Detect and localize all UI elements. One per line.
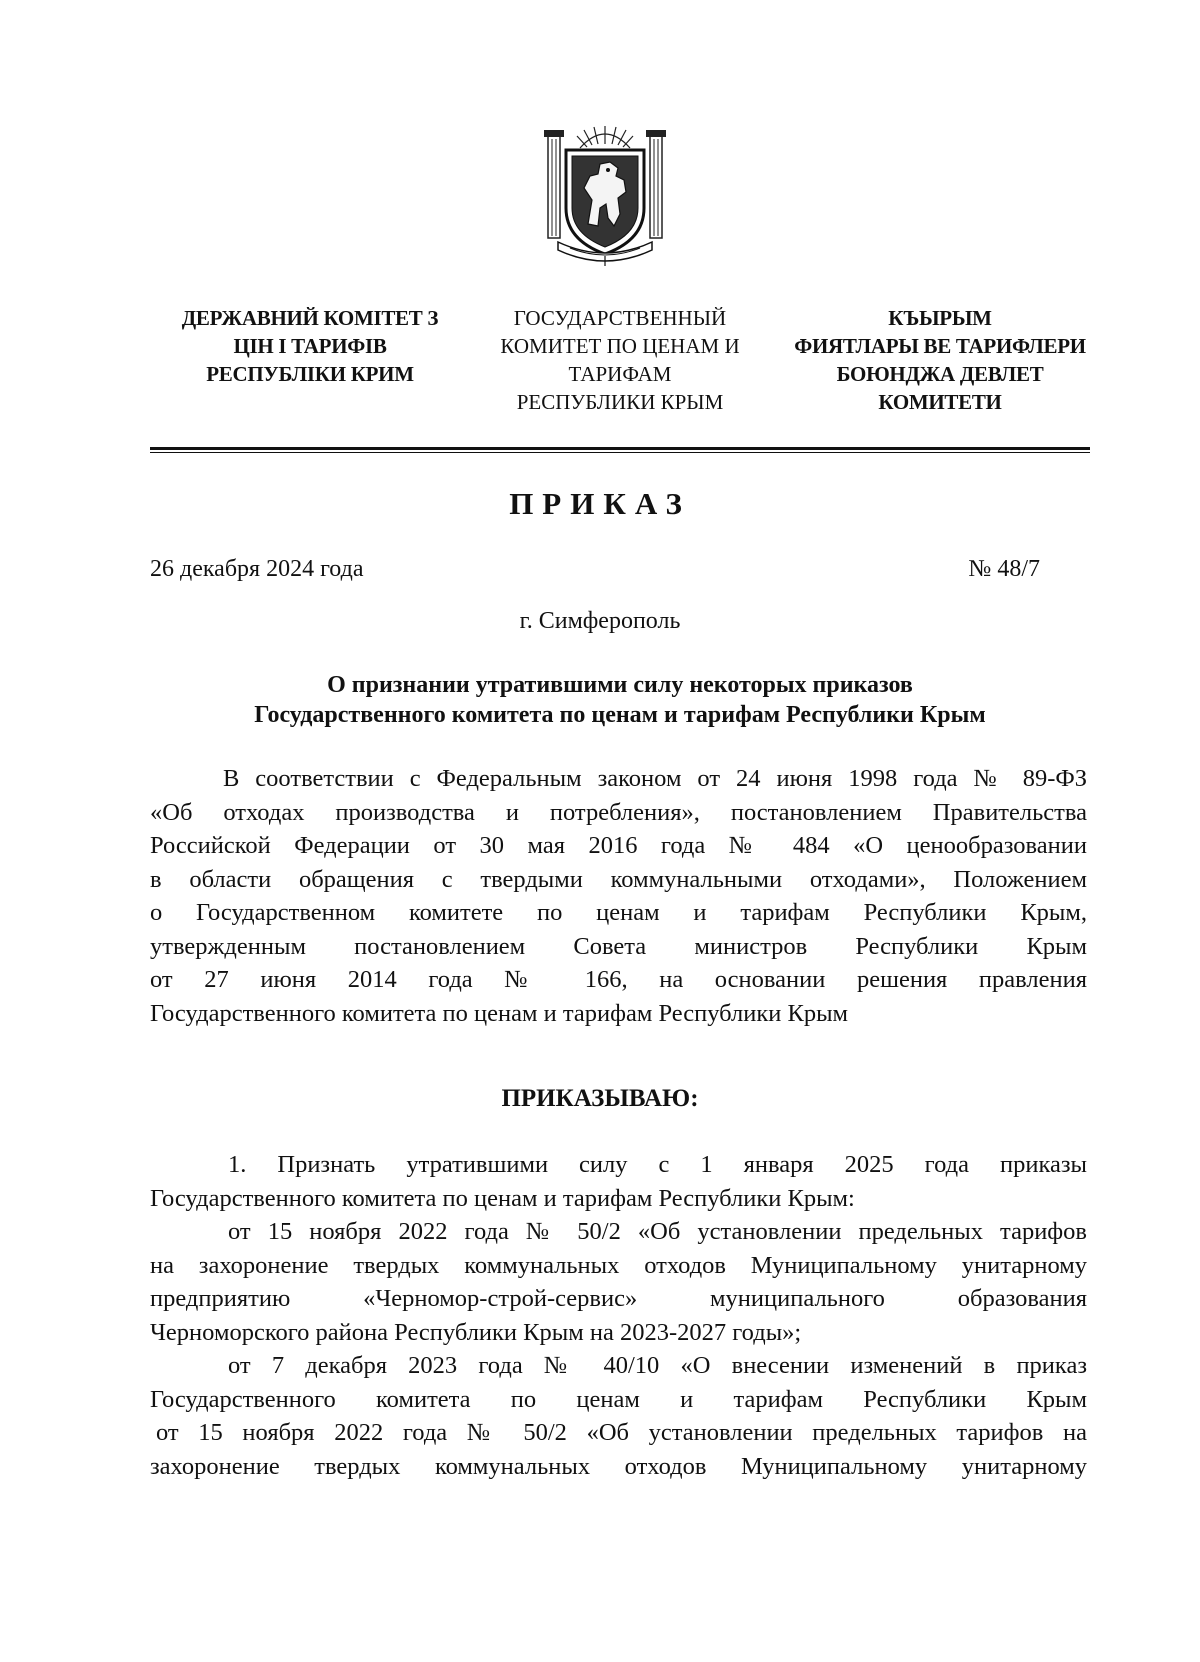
header-line: РЕСПУБЛИКИ КРЫМ [516,390,724,414]
header-line: КОМИТЕТ ПО ЦЕНАМ И [500,334,740,358]
document-title: ПРИКАЗ [509,486,691,521]
text-line: В соответствии с Федеральным законом от 24 июня 1998 года № 89-ФЗ [223,765,1087,792]
coat-of-arms-icon [540,114,670,266]
subject-line: Государственного комитета по ценам и тарифам Республики Крым [254,702,986,728]
text-line: в области обращения с твердыми коммунальными отходами», Положением [150,865,1087,893]
text-line: захоронение твердых коммунальных отходов Муниципальному унитарному [150,1452,1087,1480]
header-russian [475,304,765,416]
order-heading: ПРИКАЗЫВАЮ: [501,1085,699,1112]
text-line: «Об отходах производства и потребления», постановлением Правительства [150,798,1087,826]
header-divider [150,447,1090,450]
document-city: г. Симферополь [519,608,681,634]
text-line: Черноморского района Республики Крым на 2023-2027 годы»; [150,1318,802,1346]
preamble-paragraph [150,762,1087,1030]
order-items [150,1148,1087,1483]
text-line: Российской Федерации от 30 мая 2016 года № 484 «О ценообразовании [150,832,1087,859]
header-line: КЪЫРЫМ [888,306,992,330]
subject-line: О признании утратившими силу некоторых приказов [327,672,913,698]
text-line: предприятию «Черномор-строй-сервис» муниципального образования [150,1285,1087,1312]
text-line: от 7 декабря 2023 года № 40/10 «О внесении изменений в приказ [228,1352,1087,1379]
header-line: ЦІН І ТАРИФІВ [233,334,387,358]
text-line: от 15 ноября 2022 года № 50/2 «Об установлении предельных тарифов на [156,1419,1087,1446]
document-subject [150,670,1090,730]
document-number: № 48/7 [968,556,1040,582]
header-ukrainian [160,304,460,388]
text-line: от 15 ноября 2022 года № 50/2 «Об установлении предельных тарифов [228,1218,1087,1245]
header-crimean-tatar [780,304,1100,416]
text-line: на захоронение твердых коммунальных отходов Муниципальному унитарному [150,1251,1087,1279]
header-line: БОЮНДЖА ДЕВЛЕТ [836,362,1044,386]
text-line: Государственного комитета по ценам и тарифам Республики Крым: [150,1184,855,1212]
header-line: КОМИТЕТИ [878,390,1002,414]
header-line: ТАРИФАМ [568,362,672,386]
header-line: ДЕРЖАВНИЙ КОМІТЕТ З [181,306,439,330]
text-line: от 27 июня 2014 года № 166, на основании решения правления [150,966,1087,993]
header-line: ГОСУДАРСТВЕННЫЙ [513,306,727,330]
header-divider-thin [150,452,1090,453]
header-line: ФИЯТЛАРЫ ВЕ ТАРИФЛЕРИ [794,334,1086,358]
document-date: 26 декабря 2024 года [150,556,364,582]
text-line: Государственного комитета по ценам и тарифам Республики Крым [150,999,849,1027]
header-line: РЕСПУБЛІКИ КРИМ [206,362,414,386]
text-line: утвержденным постановлением Совета министров Республики Крым [150,932,1087,960]
text-line: о Государственном комитете по ценам и тарифам Республики Крым, [150,899,1087,926]
text-line: 1. Признать утратившими силу с 1 января 2025 года приказы [228,1151,1087,1178]
text-line: Государственного комитета по ценам и тарифам Республики Крым [150,1385,1087,1413]
